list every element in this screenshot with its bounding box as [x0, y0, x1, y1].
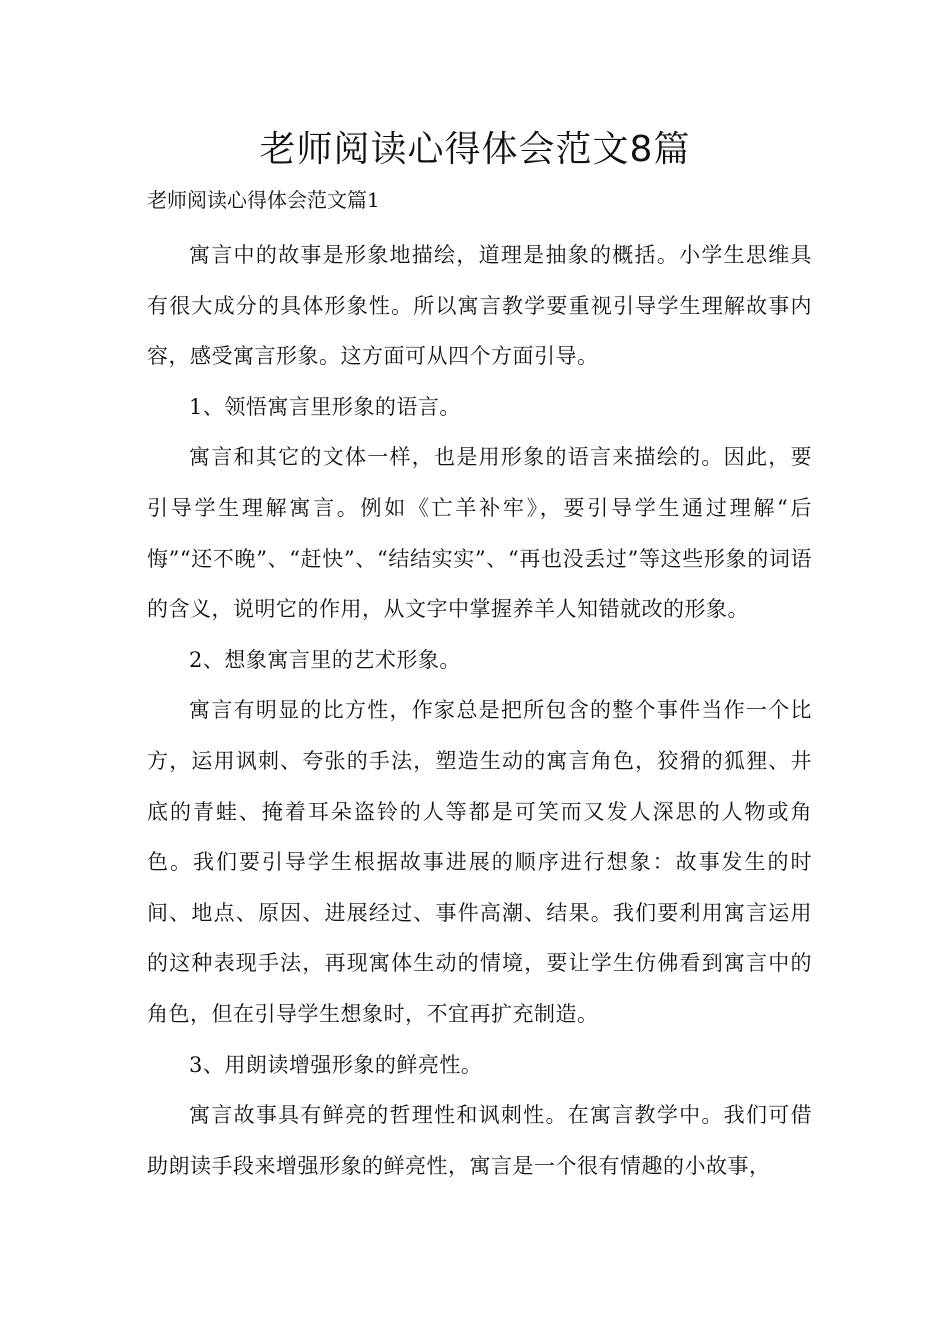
paragraph-point-3-body: 寓言故事具有鲜亮的哲理性和讽刺性。在寓言教学中。我们可借助朗读手段来增强形象的鲜亮性，寓言是一个很有情趣的小故事， [147, 1103, 812, 1178]
paragraph-intro: 寓言中的故事是形象地描绘，道理是抽象的概括。小学生思维具有很大成分的具体形象性。所以寓言教学要重视引导学生理解故事内容，感受寓言形象。这方面可从四个方面引导。 [147, 243, 812, 369]
section-heading: 老师阅读心得体会范文篇1 [147, 188, 380, 212]
paragraph-point-3: 3、用朗读增强形象的鲜亮性。 [189, 1052, 483, 1077]
paragraph-point-1-body: 寓言和其它的文体一样，也是用形象的语言来描绘的。因此，要引导学生理解寓言。例如《亡羊补牢》，要引导学生通过理解“后悔”“还不晚”、“赶快”、“结结实实”、“再也没丢过”等这些形象的词语的含义，说明它的作用，从文字中掌握养羊人知错就改的形象。 [147, 445, 812, 622]
paragraph-point-1: 1、领悟寓言里形象的语言。 [189, 394, 461, 419]
document-body [147, 230, 812, 1191]
paragraph-point-2-body: 寓言有明显的比方性，作家总是把所包含的整个事件当作一个比方，运用讽刺、夸张的手法，塑造生动的寓言角色，狡猾的狐狸、井底的青蛙、掩着耳朵盗铃的人等都是可笑而又发人深思的人物或角色。我们要引导学生根据故事进展的顺序进行想象：故事发生的时间、地点、原因、进展经过、事件高潮、结果。我们要利用寓言运用的这种表现手法，再现寓体生动的情境，要让学生仿佛看到寓言中的角色，但在引导学生想象时，不宜再扩充制造。 [147, 698, 812, 1026]
paragraph-point-2: 2、想象寓言里的艺术形象。 [189, 647, 461, 672]
document-title: 老师阅读心得体会范文8篇 [259, 129, 691, 170]
